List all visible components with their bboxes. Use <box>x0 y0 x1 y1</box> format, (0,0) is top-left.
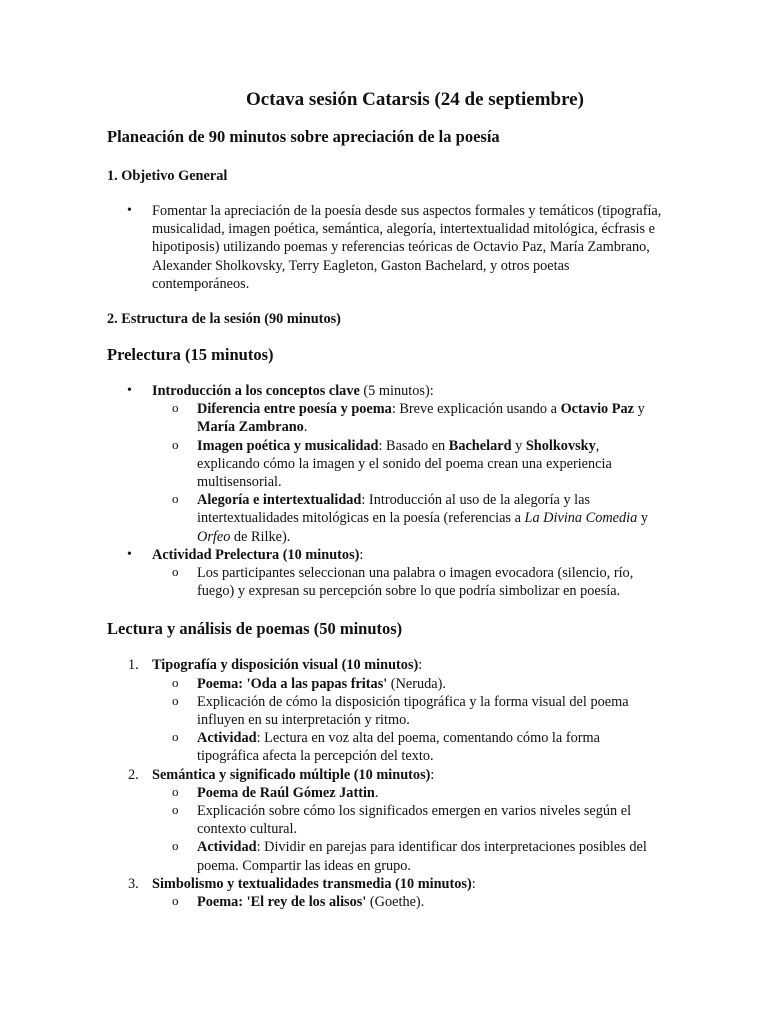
bold-text: Poema: 'Oda a las papas fritas' <box>197 675 388 692</box>
item-text: : <box>430 766 435 783</box>
bold-text: Actividad <box>197 730 257 747</box>
bold-text: Octavio Paz <box>560 401 635 418</box>
lectura-heading: Lectura y análisis de poemas (50 minutos) <box>107 619 403 639</box>
list-item <box>152 784 663 802</box>
sub-marker: o <box>172 674 179 690</box>
text: : Dividir en parejas para identificar dos interpretaciones posibles del poema. Compartir las ideas en grupo. <box>197 839 647 874</box>
sublist <box>152 893 663 911</box>
lectura-list <box>107 656 663 911</box>
item-bold-label: Simbolismo y textualidades transmedia (10 minutos) <box>152 875 472 892</box>
item-bold-label: Introducción a los conceptos clave <box>152 383 360 400</box>
bold-text: Actividad <box>197 839 257 856</box>
sub-marker: o <box>172 838 179 854</box>
objetivo-list <box>107 202 663 293</box>
item-number: 1. <box>128 657 139 674</box>
sub-marker: o <box>172 491 179 507</box>
prelectura-list <box>107 382 663 600</box>
italic-text: Orfeo <box>197 528 231 545</box>
bold-text: Alegoría e intertextualidad <box>197 492 362 509</box>
prelectura-heading: Prelectura (15 minutos) <box>107 345 274 365</box>
bold-text: María Zambrano <box>197 419 304 436</box>
sub-marker: o <box>172 564 179 580</box>
sublist <box>152 784 663 875</box>
document-subtitle: Planeación de 90 minutos sobre apreciación de la poesía <box>107 127 500 146</box>
item-text: : <box>418 657 423 674</box>
text: Explicación sobre cómo los significados emergen en varios niveles según el contexto cultural. <box>197 803 632 838</box>
text: (Goethe). <box>366 894 425 911</box>
item-text: : <box>471 875 476 892</box>
list-item <box>107 202 663 293</box>
list-item <box>152 729 663 765</box>
sub-marker: o <box>172 400 179 416</box>
document-title: Octava sesión Catarsis (24 de septiembre) <box>246 89 584 110</box>
list-item <box>152 802 663 838</box>
text: : Introducción al uso de la alegoría y las intertextualidades mitológicas en la poesía (referencias a <box>197 492 591 527</box>
sub-marker: o <box>172 783 179 799</box>
text: . <box>303 419 308 436</box>
list-item <box>152 400 663 436</box>
sub-marker: o <box>172 729 179 745</box>
objetivo-text: Fomentar la apreciación de la poesía desde sus aspectos formales y temáticos (tipografía, musicalidad, imagen poética, semántica, alegoría, intertextualidad mitológica, écfrasis e hipotiposis) utilizando poemas y referencias teóricas de Octavio Paz, María Zambrano, Alexander Sholkovsky, Terry Eagleton, Gaston Bachelard, y otros poetas contemporáneos. <box>152 203 662 292</box>
bold-text: Poema de Raúl Gómez Jattin <box>197 784 375 801</box>
sub-marker: o <box>172 692 179 708</box>
list-item <box>152 437 663 492</box>
sub-marker: o <box>172 802 179 818</box>
text: : Breve explicación usando a <box>391 401 561 418</box>
sub-marker: o <box>172 436 179 452</box>
list-item <box>107 766 663 875</box>
item-number: 2. <box>128 766 139 783</box>
item-bold-label: Semántica y significado múltiple (10 minutos) <box>152 766 431 783</box>
sublist <box>152 400 663 546</box>
text: y <box>511 437 526 454</box>
list-item <box>152 693 663 729</box>
bold-text: Sholkovsky <box>525 437 596 454</box>
bold-text: Imagen poética y musicalidad <box>197 437 379 454</box>
text: Los participantes seleccionan una palabra o imagen evocadora (silencio, río, fuego) y expresan su percepción sobre lo que podría simbolizar en poesía. <box>197 565 634 600</box>
bold-text: Diferencia entre poesía y poema <box>197 401 392 418</box>
bullet-marker: • <box>127 203 132 218</box>
text: (Neruda). <box>387 675 446 692</box>
item-text: (5 minutos): <box>359 383 434 400</box>
sublist <box>152 564 663 600</box>
list-item <box>107 875 663 911</box>
list-item <box>152 491 663 546</box>
text: . <box>374 784 379 801</box>
text: y <box>637 510 649 527</box>
list-item <box>107 656 663 765</box>
text: : Basado en <box>378 437 449 454</box>
text: : Lectura en voz alta del poema, comentando cómo la forma tipográfica afecta la percepción del texto. <box>197 730 600 765</box>
bullet-marker: • <box>127 546 132 562</box>
item-bold-label: Tipografía y disposición visual (10 minutos) <box>152 657 419 674</box>
sublist <box>152 675 663 766</box>
text: , explicando cómo la imagen y el sonido del poema crean una experiencia multisensorial. <box>197 437 612 491</box>
section-estructura-heading: 2. Estructura de la sesión (90 minutos) <box>107 311 341 328</box>
list-item <box>107 546 663 601</box>
bullet-marker: • <box>127 383 132 399</box>
list-item <box>152 564 663 600</box>
list-item <box>152 675 663 693</box>
item-number: 3. <box>128 875 139 892</box>
text: y <box>634 401 645 418</box>
section-objetivo-heading: 1. Objetivo General <box>107 168 228 184</box>
sub-marker: o <box>172 893 179 909</box>
list-item <box>152 893 663 911</box>
text: de Rilke). <box>230 528 291 545</box>
bold-text: Poema: 'El rey de los alisos' <box>197 894 367 911</box>
list-item <box>152 838 663 874</box>
bold-text: Bachelard <box>448 437 512 454</box>
document-page <box>107 88 663 911</box>
italic-text: La Divina Comedia <box>524 510 638 527</box>
item-text: : <box>359 546 364 563</box>
list-item <box>107 382 663 546</box>
text: Explicación de cómo la disposición tipográfica y la forma visual del poema influyen en su interpretación y ritmo. <box>197 693 629 729</box>
item-bold-label: Actividad Prelectura (10 minutos) <box>152 546 360 563</box>
